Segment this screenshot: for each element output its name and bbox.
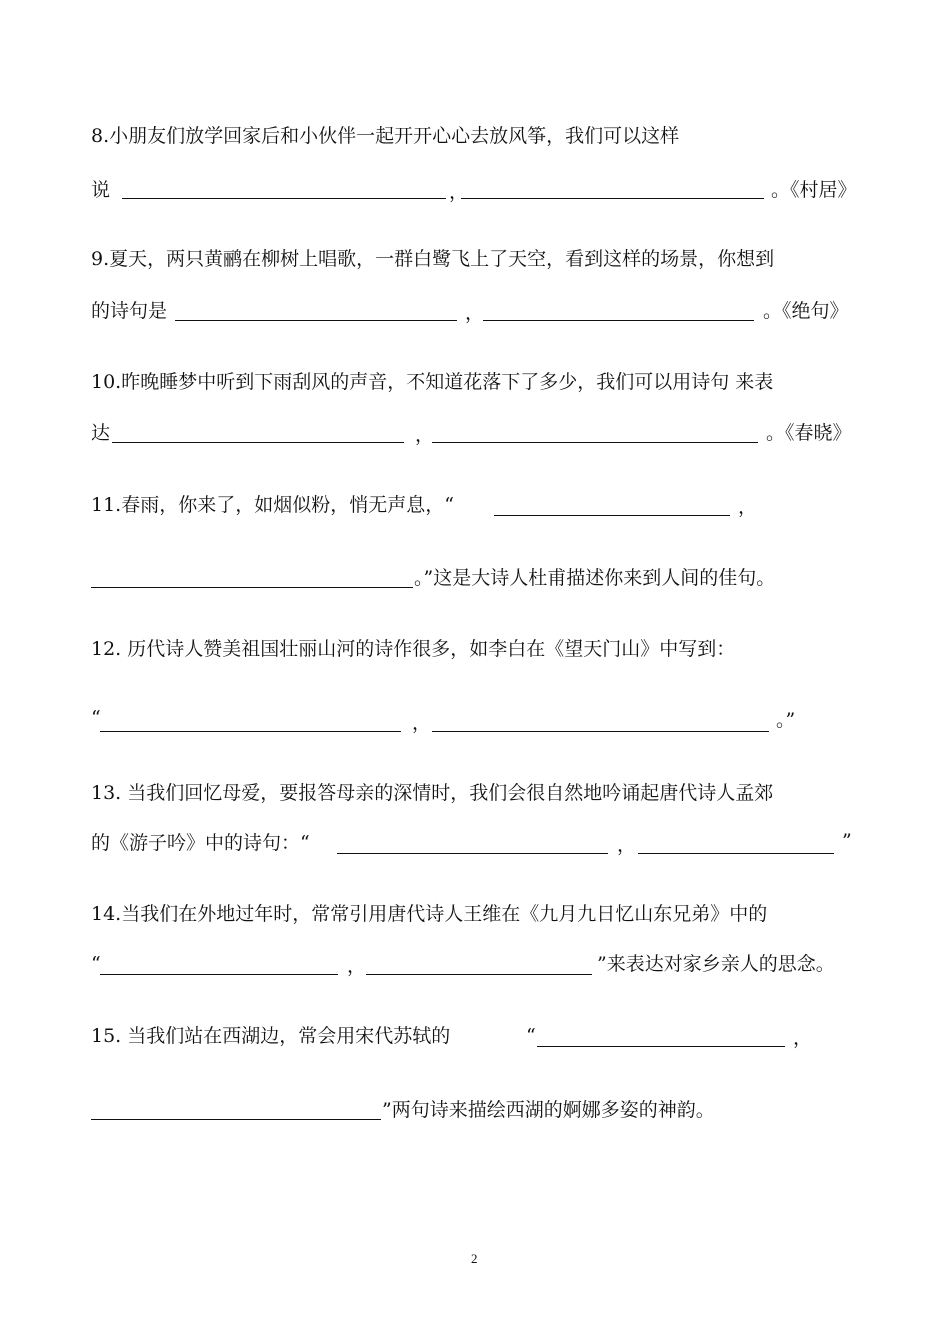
question-13-blank-1[interactable] (337, 853, 608, 854)
question-12-separator: ， (412, 712, 432, 734)
question-13-text: 13. 当我们回忆母爱，要报答母亲的深情时，我们会很自然地吟诵起唐代诗人孟郊 (91, 782, 774, 804)
question-15-text: 15. 当我们站在西湖边，常会用宋代苏轼的 (91, 1025, 451, 1047)
question-9-text: 9.夏天，两只黄鹂在柳树上唱歌，一群白鹭飞上了天空，看到这样的场景，你想到 (91, 248, 775, 270)
question-12-blank-2[interactable] (432, 731, 769, 732)
question-9-blank-1[interactable] (175, 320, 457, 321)
question-15-separator: ， (793, 1027, 813, 1049)
question-8-text: 8.小朋友们放学回家后和小伙伴一起开开心心去放风筝，我们可以这样 (91, 125, 680, 147)
question-14-blank-1[interactable] (100, 974, 338, 975)
question-8-blank-1[interactable] (122, 198, 446, 199)
question-15-quote: “ (526, 1025, 536, 1047)
question-10-separator: ， (415, 424, 435, 446)
question-12-tail: 。” (776, 709, 796, 731)
question-10-lead: 达 (91, 422, 111, 444)
question-13-tail: ” (842, 830, 852, 852)
question-10-tail: 。《春晓》 (766, 422, 852, 444)
question-12-blank-1[interactable] (100, 731, 401, 732)
question-14-lead: “ (91, 953, 101, 975)
question-13-separator: ， (617, 834, 637, 856)
question-11-blank-2[interactable] (91, 587, 413, 588)
question-12-lead: “ (91, 707, 101, 729)
question-9-tail: 。《绝句》 (763, 300, 849, 322)
question-15-blank-2[interactable] (91, 1119, 381, 1120)
question-14-tail: ”来表达对家乡亲人的思念。 (597, 953, 835, 975)
question-9-separator: ， (465, 302, 485, 324)
question-10-text: 10.昨晚睡梦中听到下雨刮风的声音，不知道花落下了多少，我们可以用诗句 来表 (91, 371, 774, 393)
page-number: 2 (471, 1251, 478, 1266)
question-8-lead: 说 (91, 179, 111, 201)
question-10-blank-2[interactable] (432, 442, 758, 443)
question-8-tail: 。《村居》 (771, 179, 857, 201)
question-14-blank-2[interactable] (366, 974, 592, 975)
question-13-lead: 的《游子吟》中的诗句：“ (91, 832, 310, 854)
question-9-lead: 的诗句是 (91, 300, 168, 322)
question-9-blank-2[interactable] (483, 320, 754, 321)
question-10-blank-1[interactable] (112, 442, 404, 443)
question-14-text: 14.当我们在外地过年时，常常引用唐代诗人王维在《九月九日忆山东兄弟》中的 (91, 903, 768, 925)
question-13-blank-2[interactable] (638, 853, 834, 854)
question-11-text: 11.春雨，你来了，如烟似粉，悄无声息，“ (91, 494, 454, 516)
question-12-text: 12. 历代诗人赞美祖国壮丽山河的诗作很多，如李白在《望天门山》中写到： (91, 638, 736, 660)
question-15-tail: ”两句诗来描绘西湖的婀娜多姿的神韵。 (382, 1099, 715, 1121)
question-8-separator: ， (449, 181, 469, 203)
question-8-blank-2[interactable] (461, 198, 764, 199)
question-15-blank-1[interactable] (537, 1046, 785, 1047)
question-11-separator: ， (738, 496, 758, 518)
question-14-separator: ， (347, 955, 367, 977)
question-11-tail: 。”这是大诗人杜甫描述你来到人间的佳句。 (414, 567, 776, 589)
question-11-blank-1[interactable] (494, 515, 730, 516)
